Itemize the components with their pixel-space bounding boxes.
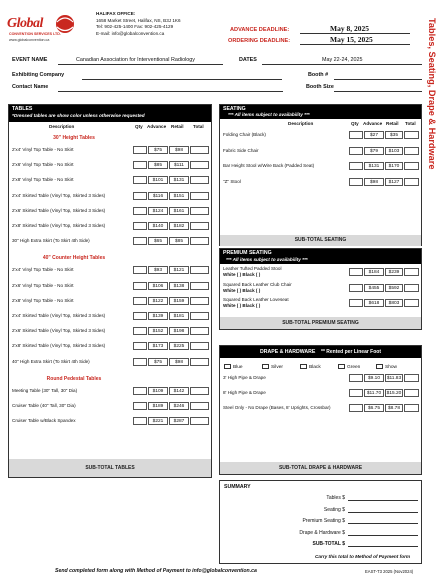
summary-amount-field[interactable]: [348, 535, 418, 536]
contact-name-label: Contact Name: [12, 84, 49, 90]
advance-price: $124: [148, 207, 168, 215]
qty-field[interactable]: [349, 131, 363, 139]
total-field[interactable]: [190, 358, 209, 366]
qty-field[interactable]: [349, 374, 363, 382]
drape-color-option[interactable]: [262, 364, 300, 370]
premium-title: PREMIUM SEATING: [223, 250, 272, 256]
ordering-deadline-date: May 15, 2025: [330, 35, 373, 44]
tables-col-retail: Retail: [171, 124, 184, 129]
retail-price: $151: [169, 192, 189, 200]
table-row-description: 2'x8' Skirted Table (Vinyl Top, Skirted 3 Sides): [12, 223, 106, 228]
side-title: Tables, Seating, Drape & Hardware: [427, 18, 437, 170]
summary-title: SUMMARY: [224, 484, 251, 490]
total-field[interactable]: [190, 387, 209, 395]
advance-price: $98: [364, 178, 384, 186]
total-field[interactable]: [190, 297, 209, 305]
advance-price: $173: [148, 342, 168, 350]
advance-deadline-label: ADVANCE DEADLINE:: [230, 27, 290, 33]
advance-price: $27: [364, 131, 384, 139]
qty-field[interactable]: [349, 178, 363, 186]
premium-row-description: Squared Back Leather Loveseat: [223, 297, 289, 302]
total-field[interactable]: [404, 374, 419, 382]
retail-price: $85: [169, 237, 189, 245]
event-name-label: EVENT NAME: [12, 57, 48, 63]
summary-amount-field[interactable]: [348, 500, 418, 501]
booth-number-label: Booth #: [308, 72, 329, 78]
logo-subtitle: CONVENTION SERVICES LTD.: [9, 32, 61, 36]
retail-price: $11.83: [386, 376, 402, 381]
advance-price: $455: [364, 284, 384, 292]
total-field[interactable]: [190, 327, 209, 335]
color-label: Silver: [271, 364, 283, 370]
table-row-description: 2'x4' Vinyl Top Table - No Skirt: [12, 267, 74, 273]
retail-price: $246: [169, 402, 189, 410]
advance-price: $152: [148, 327, 168, 335]
tables-title: TABLES: [12, 106, 33, 112]
footer-form-code: EAST-T3 2025 (Nov2024): [365, 569, 414, 574]
qty-field[interactable]: [133, 297, 147, 305]
summary-section: [219, 480, 422, 564]
advance-price: $11.70: [364, 389, 384, 397]
dates-value: May 22-24, 2025: [322, 57, 363, 63]
premium-row-description: Leather Tufted Padded Stool: [223, 266, 282, 271]
qty-field[interactable]: [133, 327, 147, 335]
table-row-description: 2'x4' Skirted Table (Vinyl Top, Skirted 3 Sides): [12, 192, 106, 198]
tables-col-advance: Advance: [147, 124, 167, 129]
total-field[interactable]: [190, 176, 209, 184]
drape-color-option[interactable]: [224, 364, 262, 370]
logo-wordmark: Global: [7, 16, 43, 31]
retail-price: $225: [169, 342, 189, 350]
advance-price: $189: [148, 402, 168, 410]
advance-deadline-date: May 8, 2025: [330, 24, 369, 33]
summary-item-label: Premium Seating $: [302, 518, 345, 524]
total-field[interactable]: [190, 402, 209, 410]
qty-field[interactable]: [349, 284, 363, 292]
total-field[interactable]: [404, 147, 419, 155]
retail-price: $98: [169, 146, 189, 154]
seating-col-retail: Retail: [386, 121, 399, 126]
color-checkbox[interactable]: [300, 364, 307, 369]
advance-price: $184: [364, 268, 384, 276]
table-row-description: 2'x6' Vinyl Top Table - No Skirt: [12, 282, 74, 288]
tables-section-title: Round Pedestal Tables: [46, 375, 102, 382]
color-checkbox[interactable]: [338, 364, 345, 369]
qty-field[interactable]: [133, 207, 147, 215]
total-field[interactable]: [190, 266, 209, 274]
color-label: Blue: [233, 364, 243, 370]
total-field[interactable]: [190, 237, 209, 245]
advance-price: $109: [148, 387, 168, 395]
drape-color-option[interactable]: [300, 364, 338, 370]
advance-price: $101: [148, 176, 168, 184]
total-field[interactable]: [404, 268, 419, 276]
tables-section: [8, 104, 212, 478]
total-field[interactable]: [190, 207, 209, 215]
logo-url: www.globalconvention.ca: [9, 38, 50, 42]
premium-color-choice[interactable]: White ( ) Black ( ): [223, 272, 261, 277]
advance-price: $106: [148, 282, 168, 290]
drape-color-option[interactable]: [338, 364, 376, 370]
table-row-description: 2'x8' Vinyl Top Table - No Skirt: [12, 297, 74, 303]
retail-price: $239: [385, 268, 403, 276]
tables-col-description: Description: [49, 124, 75, 129]
office-address: 1658 Market Street, Halifax, NS, B3J 1K6: [96, 17, 181, 23]
advance-price: $79: [364, 147, 384, 155]
drape-subtotal-label: SUB-TOTAL DRAPE & HARDWARE: [278, 465, 363, 471]
advance-price: $122: [148, 297, 168, 305]
summary-item-label: Tables $: [326, 495, 345, 501]
table-row-description: 2'x6' Vinyl Top Table - No Skirt: [12, 162, 74, 168]
total-field[interactable]: [190, 282, 209, 290]
booth-size-label: Booth Size: [306, 84, 334, 90]
total-field[interactable]: [404, 131, 419, 139]
color-checkbox[interactable]: [376, 364, 383, 369]
summary-amount-field[interactable]: [348, 546, 418, 547]
table-row-description: 2'x4' Vinyl Top Table - No Skirt: [12, 147, 74, 152]
retail-price: $170: [385, 162, 403, 170]
summary-item-label: Seating $: [323, 506, 345, 513]
tables-note: *Dressed tables are show color unless otherwise requested: [12, 113, 145, 118]
total-field[interactable]: [190, 342, 209, 350]
retail-price: $138: [169, 282, 189, 290]
advance-price: $75: [148, 358, 168, 366]
total-field[interactable]: [404, 178, 419, 186]
premium-color-choice[interactable]: White ( ) Black ( ): [223, 303, 261, 308]
retail-price: $198: [169, 327, 189, 335]
color-label: Show: [385, 364, 397, 370]
tables-section-title: 40" Counter Height Tables: [42, 255, 106, 262]
seating-title: SEATING: [223, 106, 246, 112]
qty-field[interactable]: [349, 389, 363, 397]
total-field[interactable]: [190, 161, 209, 169]
qty-field[interactable]: [133, 342, 147, 350]
retail-price: $103: [385, 147, 403, 155]
table-row-description: 2'x6' Skirted Table (Vinyl Top, Skirted 3 Sides): [12, 207, 106, 213]
drape-note: ** Rented per Linear Foot: [321, 349, 382, 355]
seating-note: *** All items subject to availability ***: [228, 112, 310, 117]
retail-price: $8.78: [385, 404, 403, 412]
total-field[interactable]: [404, 162, 419, 170]
advance-price: $116: [148, 192, 168, 200]
summary-item-label: Drape & Hardware $: [299, 529, 345, 536]
table-row-description: 30" High Extra Skirt (To Skirt 4th Side): [12, 238, 90, 244]
table-row-description: 2'x4' Skirted Table (Vinyl Top, Skirted 3 Sides): [12, 313, 106, 318]
qty-field[interactable]: [133, 417, 147, 425]
advance-price: $140: [148, 222, 168, 230]
advance-price: $618: [364, 299, 384, 307]
total-field[interactable]: [190, 417, 209, 425]
tables-col-qty: Qty: [135, 124, 143, 129]
retail-price: $182: [169, 222, 189, 230]
advance-price: $139: [148, 312, 168, 320]
qty-field[interactable]: [349, 162, 363, 170]
total-field[interactable]: [404, 299, 419, 307]
retail-price: $159: [169, 297, 189, 305]
qty-field[interactable]: [349, 299, 363, 307]
qty-field[interactable]: [133, 312, 147, 320]
premium-color-choice[interactable]: White ( ) Black ( ): [223, 287, 261, 293]
qty-field[interactable]: [133, 161, 147, 169]
advance-price: $131: [364, 162, 384, 170]
table-row-description: Meeting Table (30" Tall, 30" Dia): [12, 387, 78, 393]
qty-field[interactable]: [349, 268, 363, 276]
advance-price: $85: [148, 161, 168, 169]
advance-price: $93: [148, 266, 168, 274]
color-label: Black: [309, 364, 321, 370]
drape-row-description: 8' High Pipe & Drape: [223, 390, 266, 395]
summary-item-label: SUB-TOTAL $: [312, 541, 345, 547]
advance-price: $75: [148, 146, 168, 154]
booth-number-field[interactable]: [334, 79, 422, 80]
dates-label: DATES: [239, 57, 257, 63]
summary-carry-note: Carry this total to Method of Payment form: [315, 554, 411, 559]
drape-color-option[interactable]: [376, 364, 414, 370]
drape-row-description: 3' High Pipe & Drape: [223, 375, 266, 380]
drape-title: DRAPE & HARDWARE: [260, 349, 316, 355]
contact-name-field[interactable]: [58, 91, 283, 92]
qty-field[interactable]: [133, 282, 147, 290]
footer-send-note: Send completed form along with Method of Payment to info@globalconvention.ca: [55, 568, 257, 574]
table-row-description: Cruiser Table (40" Tall, 30" Dia): [12, 403, 76, 408]
tables-section-title: 30" Height Tables: [53, 135, 95, 141]
total-field[interactable]: [404, 404, 419, 412]
seating-section: [219, 104, 422, 246]
advance-price: $65: [148, 237, 168, 245]
premium-seating-section: [219, 248, 422, 330]
table-row-description: 2'x6' Skirted Table (Vinyl Top, Skirted 3 Sides): [12, 328, 106, 334]
table-row-description: 40" High Extra Skirt (To Skirt 4th Side): [12, 358, 90, 364]
color-label: Green: [347, 364, 361, 370]
seating-col-total: Total: [405, 121, 416, 126]
qty-field[interactable]: [133, 387, 147, 395]
office-email: E-mail: info@globalconvention.ca: [96, 30, 165, 36]
premium-subtotal-label: SUB-TOTAL PREMIUM SEATING: [282, 320, 359, 326]
company-logo: [6, 8, 76, 44]
retail-price: $803: [385, 299, 403, 307]
seating-col-advance: Advance: [363, 121, 383, 126]
retail-price: $131: [169, 176, 189, 184]
qty-field[interactable]: [133, 358, 147, 366]
booth-size-field[interactable]: [334, 91, 422, 92]
advance-price: $9.10: [364, 374, 384, 382]
total-field[interactable]: [404, 389, 419, 397]
event-name-value: Canadian Association for Interventional Radiology: [76, 57, 195, 63]
tables-col-total: Total: [193, 124, 204, 129]
retail-price: $127: [385, 178, 403, 186]
seating-row-description: Fabric Side Chair: [223, 147, 259, 153]
table-row-description: 2'x8' Skirted Table (Vinyl Top, Skirted 3 Sides): [12, 343, 106, 349]
color-checkbox[interactable]: [262, 364, 269, 369]
total-field[interactable]: [190, 192, 209, 200]
drape-row-description: Steel Only - No Drape (Bases, 8' Uprights, Crossbar): [223, 405, 331, 410]
qty-field[interactable]: [133, 266, 147, 274]
total-field[interactable]: [404, 284, 419, 292]
table-row-description: 2'x8' Vinyl Top Table - No Skirt: [12, 177, 74, 183]
qty-field[interactable]: [133, 146, 147, 154]
retail-price: $15.20: [386, 391, 402, 396]
qty-field[interactable]: [133, 222, 147, 230]
tables-subtotal-label: SUB-TOTAL TABLES: [85, 465, 135, 471]
summary-amount-field[interactable]: [348, 523, 418, 524]
ordering-deadline-label: ORDERING DEADLINE:: [228, 38, 291, 44]
premium-note: *** All items subject to availability ***: [226, 257, 308, 262]
seating-subtotal-label: SUB-TOTAL SEATING: [294, 237, 347, 243]
retail-price: $98: [169, 358, 189, 366]
advance-price: $6.75: [364, 404, 384, 412]
exhibiting-company-label: Exhibiting Company: [12, 72, 65, 78]
total-field[interactable]: [190, 222, 209, 230]
total-field[interactable]: [190, 312, 209, 320]
advance-price: $221: [148, 417, 168, 425]
seating-row-description: "Z" Stool: [223, 178, 241, 184]
retail-price: $111: [169, 161, 189, 169]
qty-field[interactable]: [133, 402, 147, 410]
qty-field[interactable]: [133, 237, 147, 245]
table-row-description: Cruiser Table w/Black Spandex: [12, 418, 76, 424]
retail-price: $181: [169, 312, 189, 320]
office-phone: Tel: 902-425-1400 Fax: 902-425-4129: [96, 24, 174, 30]
retail-price: $287: [169, 417, 189, 425]
qty-field[interactable]: [133, 176, 147, 184]
qty-field[interactable]: [349, 147, 363, 155]
seating-row-description: Folding Chair (Black): [223, 132, 266, 137]
qty-field[interactable]: [349, 404, 363, 412]
qty-field[interactable]: [133, 192, 147, 200]
retail-price: $142: [169, 387, 189, 395]
seating-col-qty: Qty: [351, 121, 359, 126]
premium-row-description: Squared Back Leather Club Chair: [223, 281, 292, 287]
retail-price: $592: [385, 284, 403, 292]
exhibiting-company-field[interactable]: [82, 79, 282, 80]
retail-price: $161: [169, 207, 189, 215]
summary-amount-field[interactable]: [348, 512, 418, 513]
retail-price: $121: [169, 266, 189, 274]
drape-section: [219, 345, 422, 475]
color-checkbox[interactable]: [224, 364, 231, 369]
seating-row-description: Bar Height Stool w/Wire Back (Padded Seat): [223, 163, 315, 168]
retail-price: $35: [385, 131, 403, 139]
office-title: HALIFAX OFFICE:: [96, 11, 136, 16]
total-field[interactable]: [190, 146, 209, 154]
seating-col-description: Description: [288, 121, 314, 126]
